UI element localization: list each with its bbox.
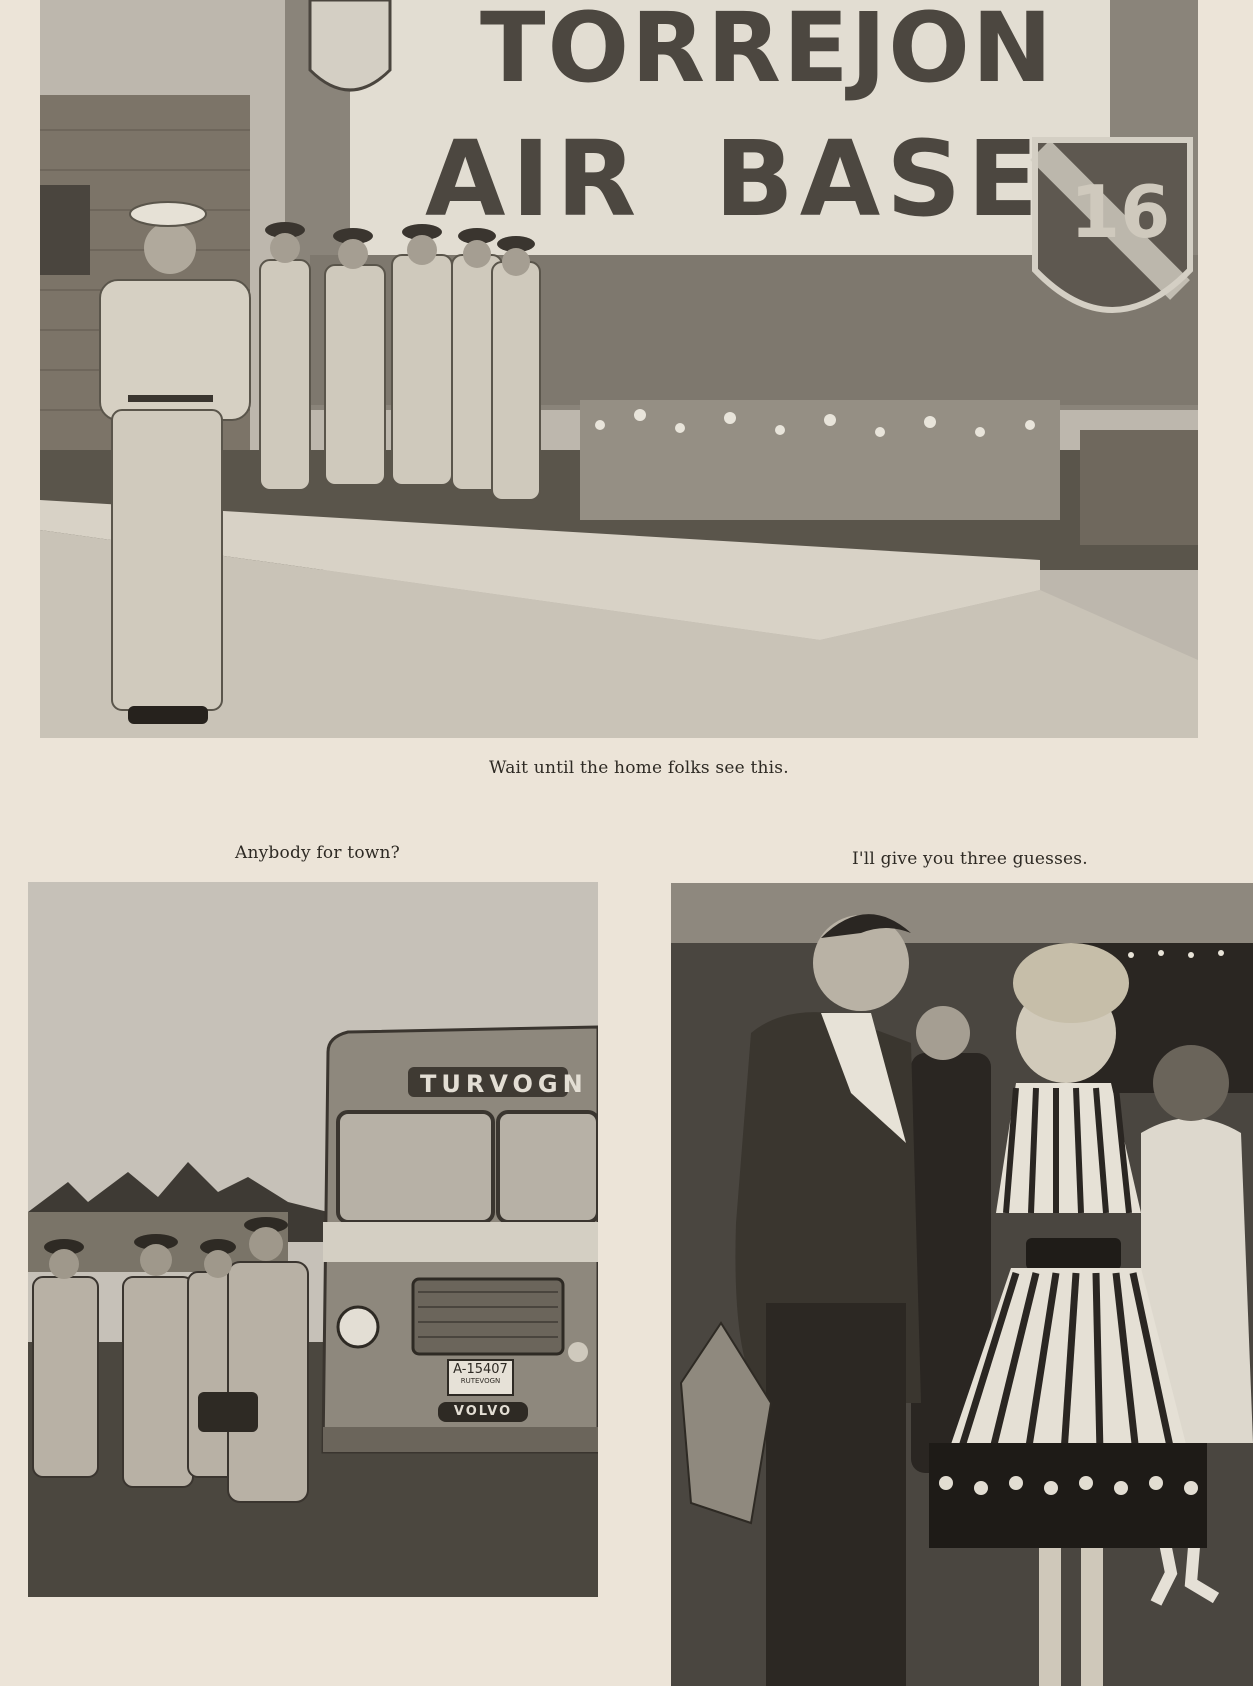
sign-text-air-base: AIR BASE	[425, 118, 1045, 240]
volvo-badge: VOLVO	[453, 1404, 513, 1419]
caption-home-folks: Wait until the home folks see this.	[489, 758, 789, 778]
bus-photo	[28, 882, 598, 1597]
bus-license-plate	[450, 1363, 511, 1385]
sign-text-torrejon: TORREJON	[480, 0, 1055, 104]
plate-subtext: RUTEVOGN	[460, 1377, 501, 1385]
bus-destination-sign: TURVOGN	[420, 1070, 588, 1098]
plate-number: A-15407	[453, 1362, 508, 1377]
dance-photo	[671, 883, 1253, 1686]
emblem-number: 16	[1070, 170, 1171, 254]
dance-photo-scene	[671, 883, 1253, 1686]
bus-photo-scene	[28, 882, 598, 1597]
top-photo-air-base-sign	[40, 0, 1198, 738]
caption-three-guesses: I'll give you three guesses.	[852, 849, 1088, 869]
caption-anybody-for-town: Anybody for town?	[235, 843, 400, 863]
top-photo-scene	[40, 0, 1198, 738]
